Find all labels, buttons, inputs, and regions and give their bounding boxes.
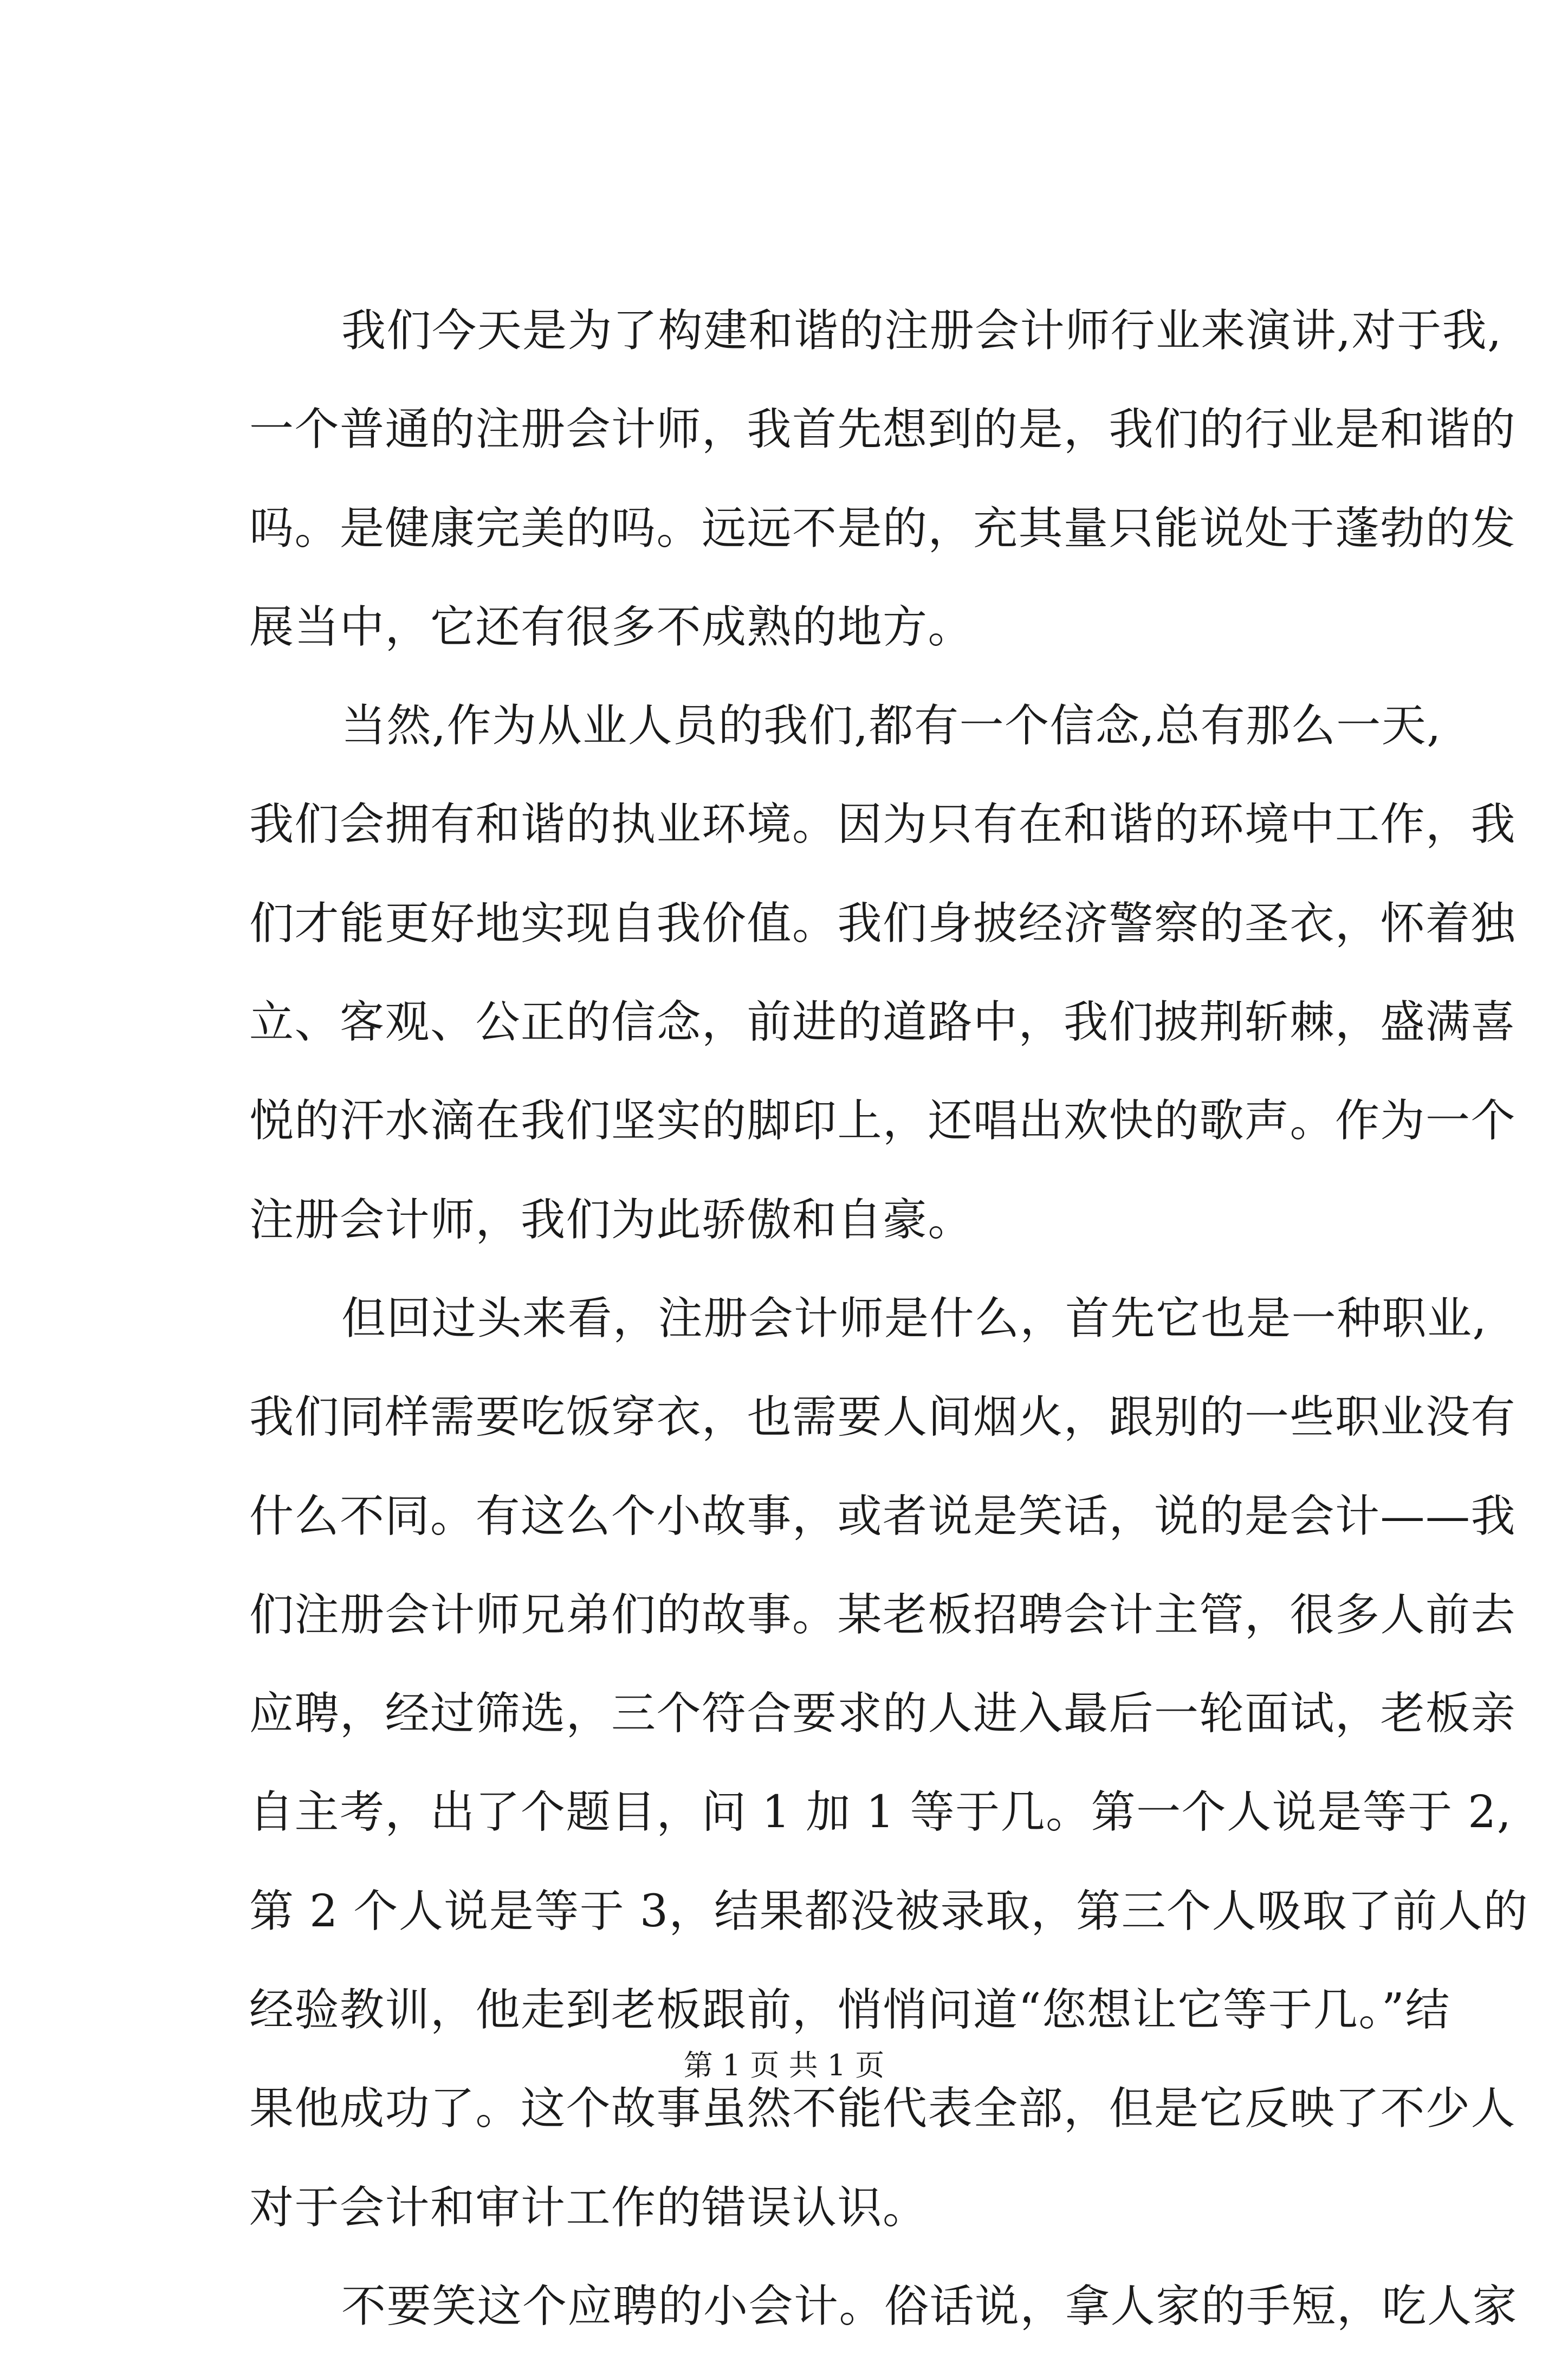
text-line: 自主考，出了个题目，问 1 加 1 等于几。第一个人说是等于 2, — [249, 1787, 1512, 1839]
text-line: 展当中，它还有很多不成熟的地方。 — [249, 601, 974, 653]
text-line: 我们同样需要吃饭穿衣，也需要人间烟火，跟别的一些职业没有 — [249, 1391, 1517, 1444]
paragraph-1 — [249, 282, 1517, 677]
text-line: 吗。是健康完美的吗。远远不是的，充其量只能说处于蓬勃的发 — [249, 502, 1517, 554]
text-line: 们才能更好地实现自我价值。我们身披经济警察的圣衣，怀着独 — [249, 897, 1517, 949]
text-line: 不要笑这个应聘的小会计。俗话说，拿人家的手短，吃人家 — [341, 2280, 1518, 2332]
paragraph-3 — [249, 1270, 1529, 2257]
text-line: 一个普通的注册会计师，我首先想到的是，我们的行业是和谐的 — [249, 404, 1517, 456]
text-line: 当然,作为从业人员的我们,都有一个信念,总有那么一天, — [341, 700, 1442, 752]
text-line: 我们会拥有和谐的执业环境。因为只有在和谐的环境中工作，我 — [249, 799, 1517, 851]
text-line: 果他成功了。这个故事虽然不能代表全部，但是它反映了不少人 — [249, 2083, 1517, 2135]
text-line: 应聘，经过筛选，三个符合要求的人进入最后一轮面试，老板亲 — [249, 1688, 1517, 1740]
page-number-footer: 第 1 页 共 1 页 — [683, 2048, 885, 2082]
text-line: 悦的汗水滴在我们坚实的脚印上，还唱出欢快的歌声。作为一个 — [249, 1095, 1517, 1147]
text-line: 但回过头来看，注册会计师是什么，首先它也是一种职业, — [341, 1292, 1488, 1344]
document-body — [249, 282, 1529, 2356]
text-line: 经验教训，他走到老板跟前，悄悄问道“您想让它等于几。”结 — [249, 1984, 1450, 2036]
text-line: 什么不同。有这么个小故事，或者说是笑话，说的是会计——我 — [249, 1490, 1517, 1542]
text-line: 第 2 个人说是等于 3，结果都没被录取，第三个人吸取了前人的 — [249, 1885, 1529, 1937]
paragraph-4 — [249, 2257, 1518, 2356]
text-line: 注册会计师，我们为此骄傲和自豪。 — [249, 1194, 974, 1246]
text-line: 对于会计和审计工作的错误认识。 — [249, 2182, 928, 2234]
text-line: 我们今天是为了构建和谐的注册会计师行业来演讲,对于我, — [341, 305, 1502, 357]
text-line: 立、客观、公正的信念，前进的道路中，我们披荆斩棘，盛满喜 — [249, 996, 1517, 1048]
text-line: 们注册会计师兄弟们的故事。某老板招聘会计主管，很多人前去 — [249, 1589, 1517, 1641]
paragraph-2 — [249, 677, 1517, 1270]
